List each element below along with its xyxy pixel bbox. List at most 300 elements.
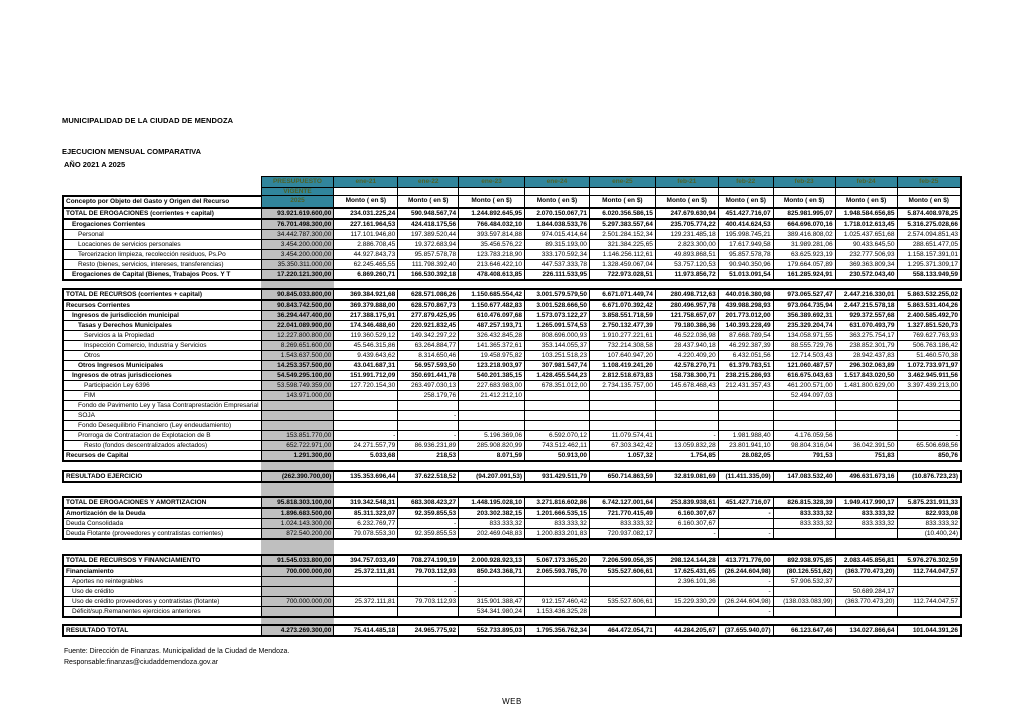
amount-value: 2.447.215.578,18 — [835, 300, 897, 311]
budget-value: 54.549.295.100,00 — [261, 370, 334, 380]
amount-value: 7.206.599.056,35 — [589, 555, 655, 566]
gap-cell — [773, 617, 835, 625]
amount-value: 53.757.120,53 — [655, 259, 718, 269]
amount-value: (10.876.723,23) — [897, 471, 961, 482]
amount-value — [398, 606, 459, 617]
amount-value: 1.754,85 — [655, 450, 718, 461]
row-label: Amortización de la Deuda — [63, 508, 261, 519]
amount-value — [773, 410, 835, 420]
gap-cell — [261, 461, 334, 471]
gap-cell — [773, 482, 835, 497]
gap-cell — [334, 482, 398, 497]
row-label: Ingresos de jurisdicción municipal — [63, 310, 261, 320]
amount-value: 112.744.047,57 — [897, 596, 961, 606]
amount-value: 315.901.388,47 — [459, 596, 525, 606]
amount-value: 1.844.038.533,76 — [525, 219, 590, 230]
month-header-ene-24: ene-24 — [525, 177, 590, 188]
amount-value — [459, 586, 525, 596]
table-row — [63, 450, 961, 461]
amount-value: 11.079.574,41 — [589, 430, 655, 440]
budget-value: 143.971.000,00 — [261, 390, 334, 400]
gap-cell — [773, 461, 835, 471]
table-row — [63, 249, 961, 259]
amount-value: 232.777.506,93 — [835, 249, 897, 259]
table-row — [63, 625, 961, 636]
amount-value: 3.001.579.579,50 — [525, 289, 590, 300]
amount-value — [773, 528, 835, 539]
page-label: WEB — [502, 697, 522, 706]
budget-value: 700.000.000,00 — [261, 596, 334, 606]
amount-value: 720.937.082,17 — [589, 528, 655, 539]
amount-value: - — [655, 430, 718, 440]
amount-value: 5.316.275.028,66 — [897, 219, 961, 230]
amount-value: 1.718.012.613,45 — [835, 219, 897, 230]
amount-value: 101.044.391,26 — [897, 625, 961, 636]
amount-value: 5.874.408.978,25 — [897, 208, 961, 219]
amount-value: 195.998.745,21 — [718, 229, 773, 239]
amount-value: 127.720.154,30 — [334, 380, 398, 390]
amount-value: (363.770.473,20) — [835, 596, 897, 606]
amount-value: 496.631.673,16 — [835, 471, 897, 482]
amount-value: 664.696.070,16 — [773, 219, 835, 230]
budget-value: 12.227.800.800,00 — [261, 330, 334, 340]
month-header-feb-25: feb-25 — [897, 177, 961, 188]
amount-value: 2.574.094.851,43 — [897, 229, 961, 239]
amount-value: - — [718, 586, 773, 596]
amount-value: 721.770.415,49 — [589, 508, 655, 519]
organization-title: MUNICIPALIDAD DE LA CIUDAD DE MENDOZA — [62, 116, 234, 125]
amount-value: 535.527.606,61 — [589, 596, 655, 606]
amount-value: 558.133.949,59 — [897, 269, 961, 280]
budget-value: 4.273.269.300,00 — [261, 625, 334, 636]
amount-value: 2.886.708,45 — [334, 239, 398, 249]
amount-value: 140.393.228,49 — [718, 320, 773, 330]
gap-cell — [398, 539, 459, 555]
amount-value: - — [398, 410, 459, 420]
amount-value: 1.072.733.971,97 — [897, 360, 961, 370]
amount-value: 369.363.809,34 — [835, 259, 897, 269]
amount-value: 1.153.436.325,28 — [525, 606, 590, 617]
amount-value: 121.060.487,57 — [773, 360, 835, 370]
amount-value: 616.675.043,63 — [773, 370, 835, 380]
table-row — [63, 239, 961, 249]
table-row — [63, 430, 961, 440]
month-header-blank — [525, 188, 590, 196]
section-gap — [63, 280, 961, 289]
amount-value: 822.933,08 — [897, 508, 961, 519]
table-row — [63, 606, 961, 617]
table-row — [63, 269, 961, 280]
month-header-blank — [835, 188, 897, 196]
amount-value: - — [718, 606, 773, 617]
amount-value: 628.571.086,26 — [398, 289, 459, 300]
budget-execution-table — [62, 176, 962, 637]
row-label: Otros — [63, 350, 261, 360]
amount-value: 12.714.503,43 — [773, 350, 835, 360]
amount-value: 5.863.531.404,26 — [897, 300, 961, 311]
amount-value: 766.484.032,10 — [459, 219, 525, 230]
gap-cell — [589, 280, 655, 289]
amount-value: 50.689.284,17 — [835, 586, 897, 596]
gap-cell — [63, 539, 261, 555]
amount-value: 363.275.754,17 — [835, 330, 897, 340]
budget-value: 95.818.303.100,00 — [261, 497, 334, 508]
row-label: Participación Ley 6396 — [63, 380, 261, 390]
amount-value: 179.664.057,89 — [773, 259, 835, 269]
month-header-blank — [718, 188, 773, 196]
row-label: Aportes no reintegrables — [63, 576, 261, 586]
gap-cell — [589, 482, 655, 497]
row-label: SOJA — [63, 410, 261, 420]
amount-value: 37.622.518,52 — [398, 471, 459, 482]
amount-value: 413.771.776,00 — [718, 555, 773, 566]
amount-value: 678.351.012,00 — [525, 380, 590, 390]
amount-value: 86.936.231,89 — [398, 440, 459, 450]
gap-cell — [63, 461, 261, 471]
amount-value: 61.379.783,51 — [718, 360, 773, 370]
amount-value: 161.285.924,91 — [773, 269, 835, 280]
amount-value: 296.302.063,89 — [835, 360, 897, 370]
amount-value — [835, 410, 897, 420]
row-label: Erogaciones Corrientes — [63, 219, 261, 230]
amount-value: 3.397.439.213,00 — [897, 380, 961, 390]
amount-value: 79.703.112,93 — [398, 566, 459, 577]
amount-value — [655, 586, 718, 596]
amount-value: 973.064.735,94 — [773, 300, 835, 311]
amount-value — [897, 576, 961, 586]
gap-cell — [459, 461, 525, 471]
amount-value: 393.597.814,88 — [459, 229, 525, 239]
amount-value: - — [718, 528, 773, 539]
amount-value: 743.512.462,11 — [525, 440, 590, 450]
table-row — [63, 289, 961, 300]
gap-cell — [525, 617, 590, 625]
amount-value: 8.314.650,46 — [398, 350, 459, 360]
table-row — [63, 555, 961, 566]
budget-value: 53.598.749.359,00 — [261, 380, 334, 390]
month-header-ene-23: ene-23 — [459, 177, 525, 188]
budget-value: 1.024.143.300,00 — [261, 518, 334, 528]
gap-cell — [718, 280, 773, 289]
report-page — [62, 116, 962, 670]
amount-value: 213.646.422,10 — [459, 259, 525, 269]
amount-value: 238.852.301,79 — [835, 340, 897, 350]
amount-value: 19.458.975,82 — [459, 350, 525, 360]
budget-value: 3.454.200.000,00 — [261, 249, 334, 259]
gap-cell — [655, 280, 718, 289]
amount-value: 2.750.132.477,39 — [589, 320, 655, 330]
row-label: RESULTADO EJERCICIO — [63, 471, 261, 482]
amount-value: 1.949.417.990,17 — [835, 497, 897, 508]
table-row — [63, 497, 961, 508]
amount-value: 247.679.630,94 — [655, 208, 718, 219]
table-row — [63, 528, 961, 539]
gap-cell — [897, 617, 961, 625]
row-label: Resto (fondos descentralizados afectados) — [63, 440, 261, 450]
amount-value: 326.432.845,28 — [459, 330, 525, 340]
amount-value: 1.201.666.535,15 — [525, 508, 590, 519]
budget-value: 1.543.637.500,00 — [261, 350, 334, 360]
amount-value: 19.372.683,94 — [398, 239, 459, 249]
amount-value: 174.346.488,60 — [334, 320, 398, 330]
row-label: Locaciones de servicios personales — [63, 239, 261, 249]
amount-value: 107.640.947,20 — [589, 350, 655, 360]
amount-value — [655, 420, 718, 430]
amount-value — [334, 400, 398, 410]
amount-value: 1.244.892.645,95 — [459, 208, 525, 219]
month-header-ene-21: ene-21 — [334, 177, 398, 188]
gap-cell — [655, 482, 718, 497]
budget-header-line3: 2025 — [261, 196, 334, 208]
amount-value: 203.302.382,15 — [459, 508, 525, 519]
amount-value: 833.333,32 — [835, 508, 897, 519]
gap-cell — [459, 482, 525, 497]
amount-column-header: Monto ( en $) — [773, 196, 835, 208]
amount-value: 121.758.657,07 — [655, 310, 718, 320]
amount-value: 28.082,05 — [718, 450, 773, 461]
amount-value: 912.157.460,42 — [525, 596, 590, 606]
gap-cell — [63, 482, 261, 497]
amount-value: 9.439.643,62 — [334, 350, 398, 360]
amount-value — [525, 410, 590, 420]
row-label: Deuda Consolidada — [63, 518, 261, 528]
amount-value: 2.065.593.785,70 — [525, 566, 590, 577]
amount-value: 87.668.789,54 — [718, 330, 773, 340]
amount-value — [459, 420, 525, 430]
amount-value: 2.396.101,36 — [655, 576, 718, 586]
table-row — [63, 330, 961, 340]
amount-value: 3.271.816.602,86 — [525, 497, 590, 508]
report-period: AÑO 2021 A 2025 — [64, 160, 126, 169]
amount-value: 235.705.774,22 — [655, 219, 718, 230]
amount-value: 21.412.212,10 — [459, 390, 525, 400]
amount-value — [835, 528, 897, 539]
amount-value: 56.957.593,50 — [398, 360, 459, 370]
amount-value: 226.111.533,95 — [525, 269, 590, 280]
amount-value — [589, 420, 655, 430]
amount-value: - — [398, 518, 459, 528]
amount-value: 123.218.903,97 — [459, 360, 525, 370]
amount-value: 319.342.548,31 — [334, 497, 398, 508]
header-row-bottom — [63, 196, 961, 208]
amount-value: - — [655, 528, 718, 539]
amount-value: 28.942.437,83 — [835, 350, 897, 360]
footer-contact: Responsable:finanzas@ciudaddemendoza.gov.ar — [64, 658, 219, 666]
budget-value: 3.454.200.000,00 — [261, 239, 334, 249]
amount-value: - — [398, 586, 459, 596]
amount-value: 769.627.763,93 — [897, 330, 961, 340]
budget-value — [261, 606, 334, 617]
amount-value: 447.537.333,78 — [525, 259, 590, 269]
amount-value — [835, 430, 897, 440]
section-gap — [63, 539, 961, 555]
gap-cell — [589, 461, 655, 471]
table-row — [63, 320, 961, 330]
amount-value: 732.214.308,58 — [589, 340, 655, 350]
row-label: TOTAL DE EROGACIONES (corrientes + capital) — [63, 208, 261, 219]
amount-value: 45.546.315,86 — [334, 340, 398, 350]
report-footer — [62, 648, 962, 666]
row-label: Ingresos de otras jurisdicciones — [63, 370, 261, 380]
amount-value: - — [718, 508, 773, 519]
gap-cell — [261, 482, 334, 497]
amount-value: 2.070.150.067,71 — [525, 208, 590, 219]
budget-value: 34.442.787.300,00 — [261, 229, 334, 239]
amount-value: 439.988.298,93 — [718, 300, 773, 311]
amount-value: 46.522.036,98 — [655, 330, 718, 340]
row-label: Prorroga de Contratacion de Explotacion de B — [63, 430, 261, 440]
amount-value: 2.501.284.152,34 — [589, 229, 655, 239]
footer-source: Fuente: Dirección de Finanzas. Municipalidad de la Ciudad de Mendoza. — [64, 647, 290, 655]
row-label: TOTAL DE RECURSOS (corrientes + capital) — [63, 289, 261, 300]
amount-value: 2.000.928.923,13 — [459, 555, 525, 566]
amount-value: 218,53 — [398, 450, 459, 461]
amount-value: 238.215.286,93 — [718, 370, 773, 380]
amount-value: 1.150.685.554,42 — [459, 289, 525, 300]
amount-value: 487.257.193,71 — [459, 320, 525, 330]
amount-value: 5.297.383.557,64 — [589, 219, 655, 230]
amount-value: 201.773.012,00 — [718, 310, 773, 320]
gap-cell — [398, 617, 459, 625]
gap-cell — [398, 482, 459, 497]
amount-column-header: Monto ( en $) — [459, 196, 525, 208]
amount-value: 333.170.592,34 — [525, 249, 590, 259]
gap-cell — [897, 539, 961, 555]
amount-value — [835, 400, 897, 410]
amount-value — [525, 400, 590, 410]
amount-value: 2.083.445.856,81 — [835, 555, 897, 566]
amount-value: 112.744.047,57 — [897, 566, 961, 577]
header-row-top — [63, 177, 961, 188]
amount-value: 683.308.423,27 — [398, 497, 459, 508]
row-label: Inspección Comercio, Industria y Servicios — [63, 340, 261, 350]
amount-value: 1.150.677.482,83 — [459, 300, 525, 311]
amount-value: 134.027.866,64 — [835, 625, 897, 636]
gap-cell — [334, 617, 398, 625]
amount-value: 280.496.957,78 — [655, 300, 718, 311]
amount-value: 111.798.392,40 — [398, 259, 459, 269]
gap-cell — [63, 280, 261, 289]
amount-value — [589, 390, 655, 400]
month-header-blank — [459, 188, 525, 196]
amount-value: 17.617.949,58 — [718, 239, 773, 249]
amount-value: 5.875.231.911,33 — [897, 497, 961, 508]
amount-value: 166.530.392,18 — [398, 269, 459, 280]
gap-cell — [525, 280, 590, 289]
amount-value: 103.251.518,23 — [525, 350, 590, 360]
amount-value — [334, 390, 398, 400]
amount-value: 394.757.033,49 — [334, 555, 398, 566]
amount-value: 5.863.532.255,02 — [897, 289, 961, 300]
concept-header-spacer — [63, 177, 261, 188]
amount-value — [334, 586, 398, 596]
amount-value: 129.231.485,18 — [655, 229, 718, 239]
gap-cell — [718, 617, 773, 625]
amount-value — [718, 390, 773, 400]
gap-cell — [835, 482, 897, 497]
amount-value: 15.229.330,29 — [655, 596, 718, 606]
amount-value: 833.333,32 — [835, 518, 897, 528]
amount-value — [589, 606, 655, 617]
amount-value: (80.126.551,62) — [773, 566, 835, 577]
budget-value: 35.350.311.000,00 — [261, 259, 334, 269]
amount-column-header: Monto ( en $) — [897, 196, 961, 208]
amount-value: 1.295.371.309,17 — [897, 259, 961, 269]
budget-value — [261, 420, 334, 430]
table-row — [63, 300, 961, 311]
gap-cell — [655, 617, 718, 625]
amount-value: 751,83 — [835, 450, 897, 461]
amount-value — [334, 606, 398, 617]
amount-value: 50.913,00 — [525, 450, 590, 461]
amount-value: 25.372.111,81 — [334, 596, 398, 606]
amount-column-header: Monto ( en $) — [398, 196, 459, 208]
amount-value: 590.948.567,74 — [398, 208, 459, 219]
table-row — [63, 390, 961, 400]
amount-value: 79.078.553,30 — [334, 528, 398, 539]
table-row — [63, 596, 961, 606]
amount-value: 833.333,32 — [459, 518, 525, 528]
gap-cell — [835, 617, 897, 625]
amount-value: 535.527.606,61 — [589, 566, 655, 577]
gap-cell — [589, 617, 655, 625]
amount-value: 440.016.380,98 — [718, 289, 773, 300]
amount-value: 23.801.941,10 — [718, 440, 773, 450]
amount-value: 123.783.218,90 — [459, 249, 525, 259]
amount-value: 52.494.097,03 — [773, 390, 835, 400]
amount-value: 833.333,32 — [525, 518, 590, 528]
table-row — [63, 380, 961, 390]
row-label: Uso de crédito — [63, 586, 261, 596]
amount-value: (363.770.473,20) — [835, 566, 897, 577]
row-label: RESULTADO TOTAL — [63, 625, 261, 636]
gap-cell — [459, 280, 525, 289]
amount-value — [835, 420, 897, 430]
amount-value: 117.101.946,80 — [334, 229, 398, 239]
table-row — [63, 350, 961, 360]
amount-value: 197.389.520,44 — [398, 229, 459, 239]
amount-value: 98.804.316,04 — [773, 440, 835, 450]
table-row — [63, 440, 961, 450]
amount-value — [655, 400, 718, 410]
amount-value: 6.160.307,67 — [655, 518, 718, 528]
amount-value: 280.498.712,63 — [655, 289, 718, 300]
gap-cell — [261, 617, 334, 625]
amount-value: 708.274.199,19 — [398, 555, 459, 566]
amount-value: 631.070.493,79 — [835, 320, 897, 330]
gap-cell — [718, 461, 773, 471]
amount-value — [835, 390, 897, 400]
row-label: Resto (bienes, servicios, intereses, transferencias) — [63, 259, 261, 269]
gap-cell — [655, 539, 718, 555]
row-label: Fondo Desequilibrio Financiero (Ley endeudamiento) — [63, 420, 261, 430]
amount-value: 220.921.832,45 — [398, 320, 459, 330]
amount-value: 90.940.350,96 — [718, 259, 773, 269]
amount-value: 32.819.081,69 — [655, 471, 718, 482]
amount-value: 974.015.414,64 — [525, 229, 590, 239]
section-gap — [63, 617, 961, 625]
month-header-feb-23: feb-23 — [773, 177, 835, 188]
amount-value: 263.497.030,13 — [398, 380, 459, 390]
amount-value: 833.333,32 — [773, 518, 835, 528]
amount-value: 65.506.698,56 — [897, 440, 961, 450]
gap-cell — [261, 539, 334, 555]
gap-cell — [835, 461, 897, 471]
amount-value: (11.411.335,09) — [718, 471, 773, 482]
amount-value: 650.714.863,59 — [589, 471, 655, 482]
table-row — [63, 508, 961, 519]
table-row — [63, 370, 961, 380]
